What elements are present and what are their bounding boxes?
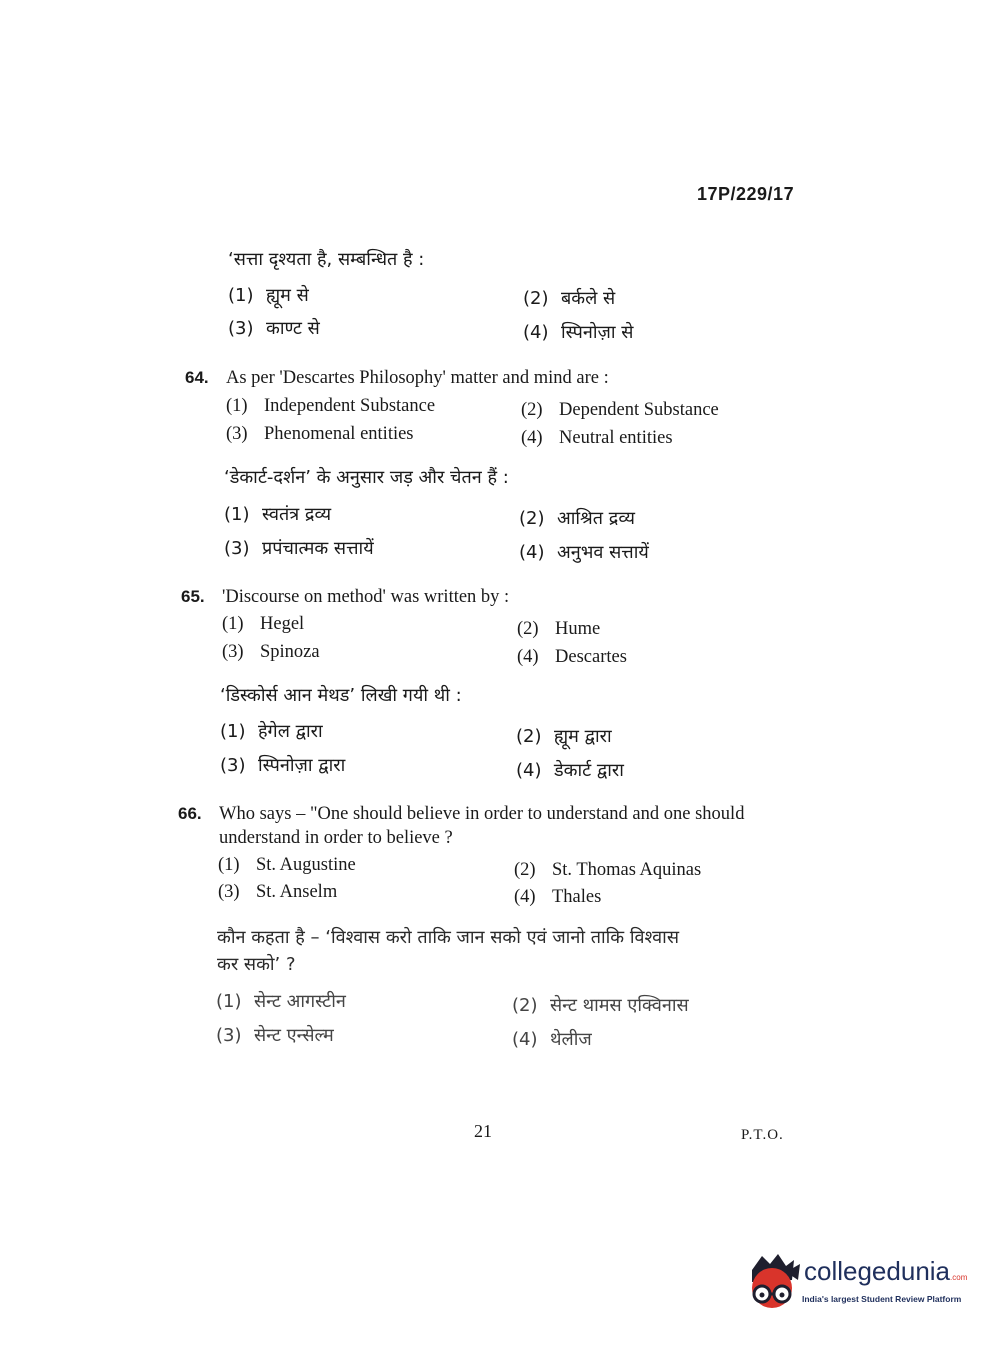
- q65-number: 65.: [181, 587, 205, 606]
- q65-hi-option-1: [220, 719, 323, 743]
- option-text: St. Anselm: [256, 882, 338, 902]
- q65-en-option-4: [517, 647, 627, 668]
- q66-hi-option-3: [216, 1023, 334, 1047]
- q63-hi-option-1: [228, 283, 309, 307]
- option-text: हेगेल द्वारा: [258, 721, 323, 742]
- option-text: Descartes: [555, 647, 627, 667]
- option-text: बर्कले से: [561, 288, 616, 309]
- page-number: 21: [474, 1121, 492, 1141]
- logo-name: collegedunia: [804, 1256, 951, 1286]
- option-number: (2): [512, 995, 538, 1016]
- q64-english-stem: As per 'Descartes Philosophy' matter and mind are :: [226, 368, 609, 388]
- collegedunia-logo: [742, 1250, 972, 1320]
- mascot-icon: [742, 1250, 802, 1316]
- q65-hindi-stem: ‘डिस्कोर्स आन मेथड’ लिखी गयी थी :: [220, 685, 462, 706]
- option-number: (2): [523, 288, 549, 309]
- option-text: Hume: [555, 619, 601, 639]
- option-number: (1): [218, 855, 240, 875]
- option-text: Dependent Substance: [559, 400, 719, 420]
- q66-hi-option-1: [216, 989, 346, 1013]
- q64-hi-option-1: [224, 502, 331, 526]
- q66-number: 66.: [178, 804, 202, 823]
- option-text: St. Augustine: [256, 855, 356, 875]
- option-text: Spinoza: [260, 642, 320, 662]
- q64-number: 64.: [185, 368, 209, 387]
- q66-hindi-stem-line1: कौन कहता है – ‘विश्वास करो ताकि जान सको एवं जानो ताकि विश्वास: [217, 927, 679, 948]
- option-number: (4): [514, 887, 536, 907]
- option-text: काण्ट से: [266, 318, 320, 339]
- option-text: स्पिनोज़ा द्वारा: [258, 755, 346, 776]
- option-text: स्पिनोज़ा से: [561, 322, 634, 343]
- option-number: (4): [523, 322, 549, 343]
- q64-en-option-2: [521, 400, 719, 421]
- q64-en-option-4: [521, 428, 673, 449]
- option-text: अनुभव सत्तायें: [557, 542, 649, 563]
- option-text: सेन्ट आगस्टीन: [254, 991, 346, 1012]
- option-text: थेलीज: [550, 1029, 592, 1050]
- option-text: आश्रित द्रव्य: [557, 508, 635, 529]
- option-number: (1): [226, 396, 248, 416]
- pto-label: P.T.O.: [741, 1127, 784, 1143]
- q65-hi-option-2: [516, 724, 612, 748]
- q64-hi-option-2: [519, 506, 635, 530]
- q65-en-option-1: [222, 614, 304, 635]
- option-number: (3): [226, 424, 248, 444]
- q63-hindi-stem: ‘सत्ता दृश्यता है, सम्बन्धित है :: [228, 249, 425, 270]
- q65-en-option-3: [222, 642, 320, 663]
- option-text: प्रपंचात्मक सत्तायें: [262, 538, 374, 559]
- q65-hi-option-4: [516, 758, 624, 782]
- paper-code: 17P/229/17: [697, 184, 795, 204]
- option-number: (2): [514, 860, 536, 880]
- option-number: (1): [224, 504, 250, 525]
- option-text: St. Thomas Aquinas: [552, 860, 702, 880]
- q64-hindi-stem: ‘डेकार्ट-दर्शन’ के अनुसार जड़ और चेतन हैं :: [224, 467, 509, 488]
- option-text: Neutral entities: [559, 428, 673, 448]
- q64-hi-option-4: [519, 540, 649, 564]
- option-number: (3): [218, 882, 240, 902]
- option-text: डेकार्ट द्वारा: [554, 760, 624, 781]
- option-number: (1): [216, 991, 242, 1012]
- option-text: सेन्ट थामस एक्विनास: [550, 995, 689, 1016]
- option-number: (4): [512, 1029, 538, 1050]
- q66-en-option-4: [514, 887, 601, 908]
- option-number: (4): [517, 647, 539, 667]
- q66-hindi-stem-line2: कर सको’ ?: [217, 954, 296, 975]
- q65-en-option-2: [517, 619, 600, 640]
- q66-hi-option-2: [512, 993, 689, 1017]
- q65-hi-option-3: [220, 753, 345, 777]
- option-text: ह्यूम द्वारा: [554, 726, 612, 747]
- option-number: (2): [517, 619, 539, 639]
- option-number: (1): [220, 721, 246, 742]
- option-text: Independent Substance: [264, 396, 436, 416]
- option-text: Phenomenal entities: [264, 424, 414, 444]
- q66-en-option-3: [218, 882, 337, 903]
- option-text: स्वतंत्र द्रव्य: [262, 504, 332, 525]
- option-number: (2): [521, 400, 543, 420]
- q66-en-option-1: [218, 855, 356, 876]
- option-number: (3): [224, 538, 250, 559]
- q66-english-stem-line2: understand in order to believe ?: [219, 828, 453, 848]
- q63-hi-option-4: [523, 320, 633, 344]
- option-number: (1): [222, 614, 244, 634]
- option-number: (3): [222, 642, 244, 662]
- option-number: (2): [516, 726, 542, 747]
- option-number: (3): [216, 1025, 242, 1046]
- q63-hi-option-3: [228, 316, 320, 340]
- option-number: (4): [521, 428, 543, 448]
- option-text: ह्यूम से: [266, 285, 309, 306]
- q66-english-stem-line1: Who says – "One should believe in order to understand and one should: [219, 804, 745, 824]
- option-text: Thales: [552, 887, 602, 907]
- option-number: (4): [519, 542, 545, 563]
- option-number: (2): [519, 508, 545, 529]
- option-number: (4): [516, 760, 542, 781]
- logo-tagline: India's largest Student Review Platform: [802, 1294, 962, 1304]
- option-text: सेन्ट एन्सेल्म: [254, 1025, 334, 1046]
- q64-hi-option-3: [224, 536, 374, 560]
- q63-hi-option-2: [523, 286, 615, 310]
- q66-hi-option-4: [512, 1027, 592, 1051]
- option-number: (3): [220, 755, 246, 776]
- q64-en-option-1: [226, 396, 435, 417]
- option-text: Hegel: [260, 614, 305, 634]
- q66-en-option-2: [514, 860, 701, 881]
- option-number: (1): [228, 285, 254, 306]
- q65-english-stem: 'Discourse on method' was written by :: [222, 587, 510, 607]
- q64-en-option-3: [226, 424, 414, 445]
- logo-suffix: .com: [950, 1273, 968, 1282]
- option-number: (3): [228, 318, 254, 339]
